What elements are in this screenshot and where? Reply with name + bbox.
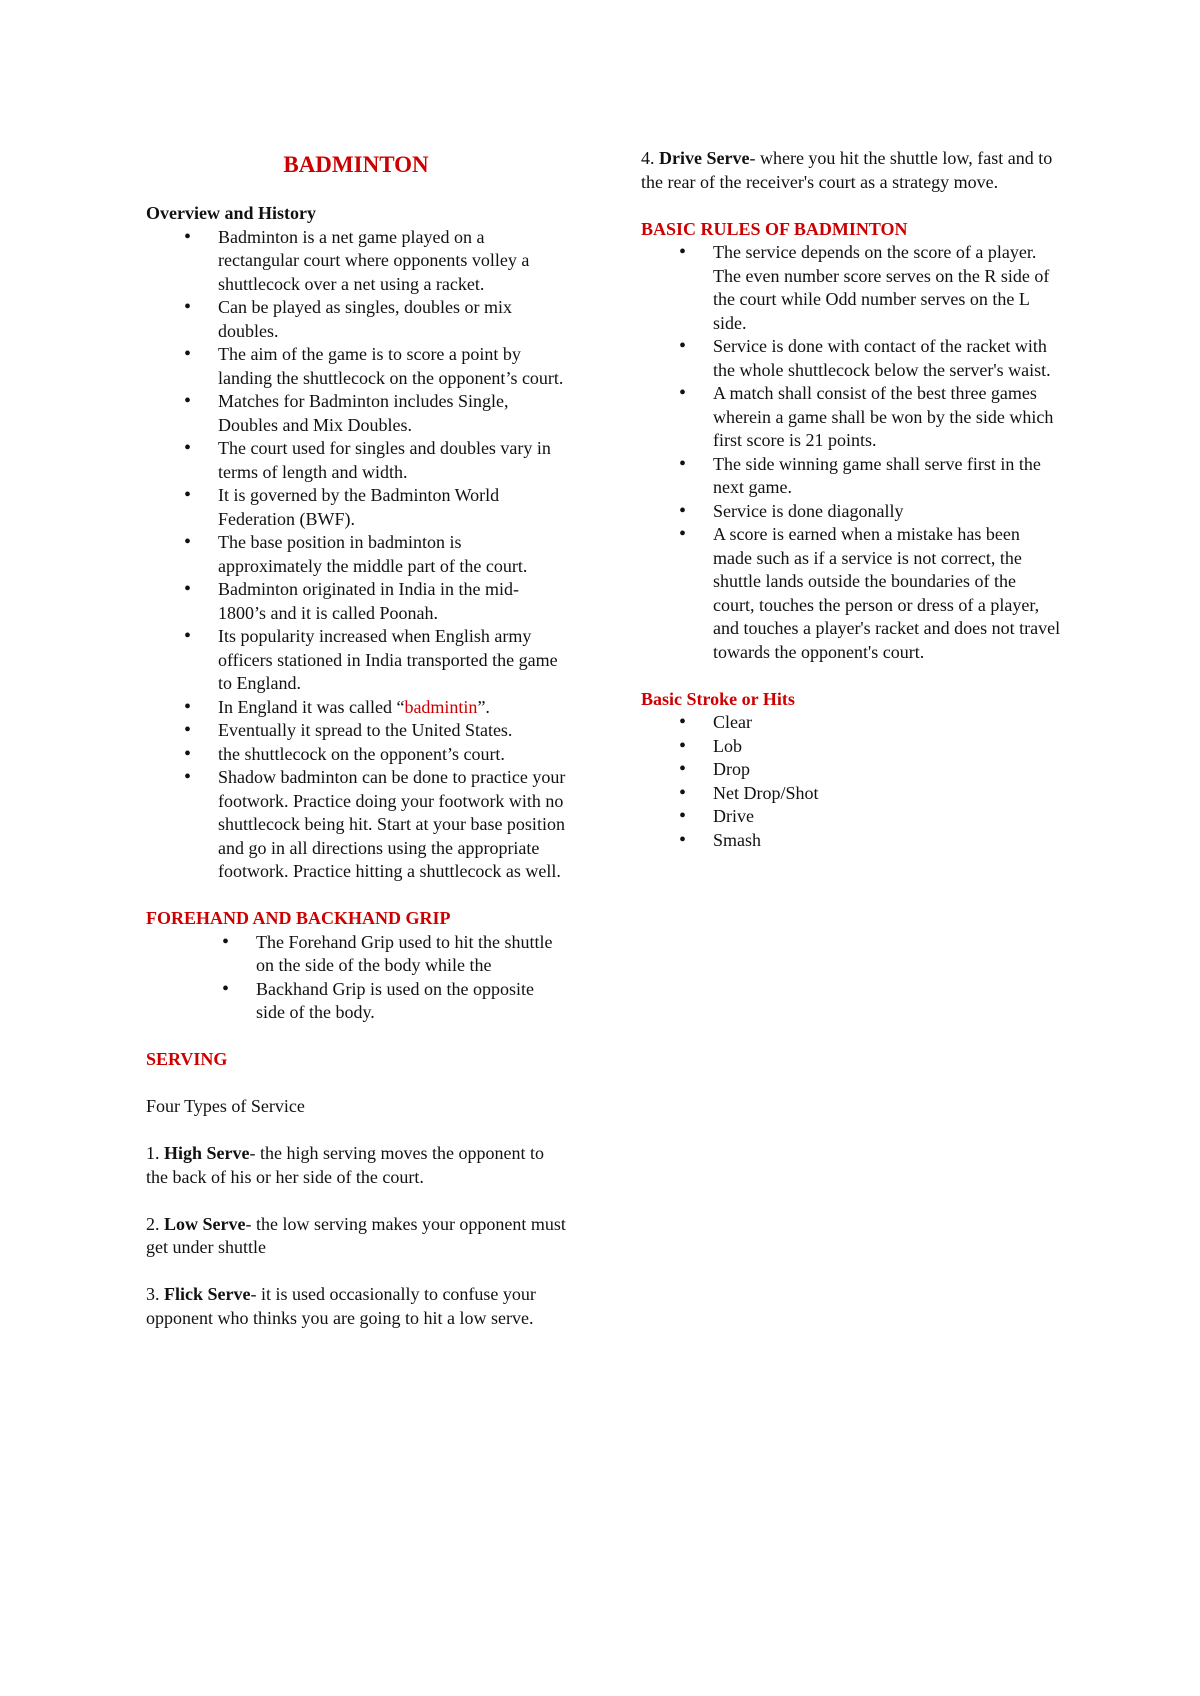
list-item: • Clear xyxy=(641,711,1061,735)
strokes-list xyxy=(641,711,1061,852)
serve-name: Flick Serve xyxy=(164,1284,251,1304)
list-item-england xyxy=(146,696,566,720)
rules-list xyxy=(641,241,1061,664)
list-item: • Badminton originated in India in the mid-1800’s and it is called Poonah. xyxy=(146,578,566,625)
list-item: • It is governed by the Badminton World Federation (BWF). xyxy=(146,484,566,531)
overview-list xyxy=(146,226,566,884)
list-item: • Drop xyxy=(641,758,1061,782)
badmintin-term: badmintin xyxy=(404,696,478,717)
list-item: • The aim of the game is to score a point by landing the shuttlecock on the opponent’s court. xyxy=(146,343,566,390)
list-item: • Can be played as singles, doubles or mix doubles. xyxy=(146,296,566,343)
serve-flick: 3. Flick Serve- it is used occasionally to confuse your opponent who thinks you are going to hit a low serve. xyxy=(146,1284,536,1328)
list-item: • Lob xyxy=(641,735,1061,759)
serve-name: Drive Serve xyxy=(659,148,750,168)
serve-low: 2. Low Serve- the low serving makes your opponent must get under shuttle xyxy=(146,1213,566,1257)
document-title: BADMINTON xyxy=(283,152,429,177)
list-item: • Badminton is a net game played on a rectangular court where opponents volley a shuttlecock over a net using a racket. xyxy=(146,226,566,297)
list-item: • Service is done diagonally xyxy=(641,500,1061,524)
england-prefix: In England it was called “ xyxy=(218,696,405,717)
list-item: • Eventually it spread to the United States. xyxy=(146,719,566,743)
serve-name: Low Serve xyxy=(164,1213,246,1234)
grip-list xyxy=(146,931,566,1025)
list-item: • The side winning game shall serve first in the next game. xyxy=(641,453,1061,500)
list-item: • Backhand Grip is used on the opposite side of the body. xyxy=(146,978,566,1025)
list-item: • A match shall consist of the best three games wherein a game shall be won by the side which first score is 21 points. xyxy=(641,382,1061,453)
grip-heading: FOREHAND AND BACKHAND GRIP xyxy=(146,908,451,928)
list-item: • Drive xyxy=(641,805,1061,829)
list-item: • Smash xyxy=(641,829,1061,853)
england-suffix: ”. xyxy=(477,696,490,717)
list-item: • Net Drop/Shot xyxy=(641,782,1061,806)
rules-heading: BASIC RULES OF BADMINTON xyxy=(641,218,908,239)
overview-heading: Overview and History xyxy=(146,203,316,223)
list-item: • A score is earned when a mistake has been made such as if a service is not correct, the shuttle lands outside the boundaries of the court, touches the person or dress of a player, and touches a player's racket and does not travel towards the opponent's court. xyxy=(641,523,1061,664)
list-item: • The Forehand Grip used to hit the shuttle on the side of the body while the xyxy=(146,931,566,978)
list-item: • The court used for singles and doubles vary in terms of length and width. xyxy=(146,437,566,484)
list-item: • Service is done with contact of the racket with the whole shuttlecock below the server's waist. xyxy=(641,335,1061,382)
list-item: • the shuttlecock on the opponent’s court. xyxy=(146,743,566,767)
list-item: • The base position in badminton is approximately the middle part of the court. xyxy=(146,531,566,578)
list-item: • The service depends on the score of a player. The even number score serves on the R side of the court while Odd number serves on the L side. xyxy=(641,241,1061,335)
serve-high: 1. High Serve- the high serving moves the opponent to the back of his or her side of the court. xyxy=(146,1143,544,1187)
serve-drive: 4. Drive Serve- where you hit the shuttle low, fast and to the rear of the receiver's court as a strategy move. xyxy=(641,148,1053,192)
strokes-heading: Basic Stroke or Hits xyxy=(641,688,795,709)
serving-intro: Four Types of Service xyxy=(146,1096,305,1116)
right-column xyxy=(641,147,1061,852)
serving-heading: SERVING xyxy=(146,1049,228,1069)
list-item: • Its popularity increased when English army officers stationed in India transported the game to England. xyxy=(146,625,566,696)
list-item: • Matches for Badminton includes Single, Doubles and Mix Doubles. xyxy=(146,390,566,437)
left-column xyxy=(146,150,566,1330)
serve-name: High Serve xyxy=(164,1143,250,1163)
list-item: • Shadow badminton can be done to practice your footwork. Practice doing your footwork with no shuttlecock being hit. Start at your base position and go in all directions using the appropriate footwork. Practice hitting a shuttlecock as well. xyxy=(146,766,566,884)
